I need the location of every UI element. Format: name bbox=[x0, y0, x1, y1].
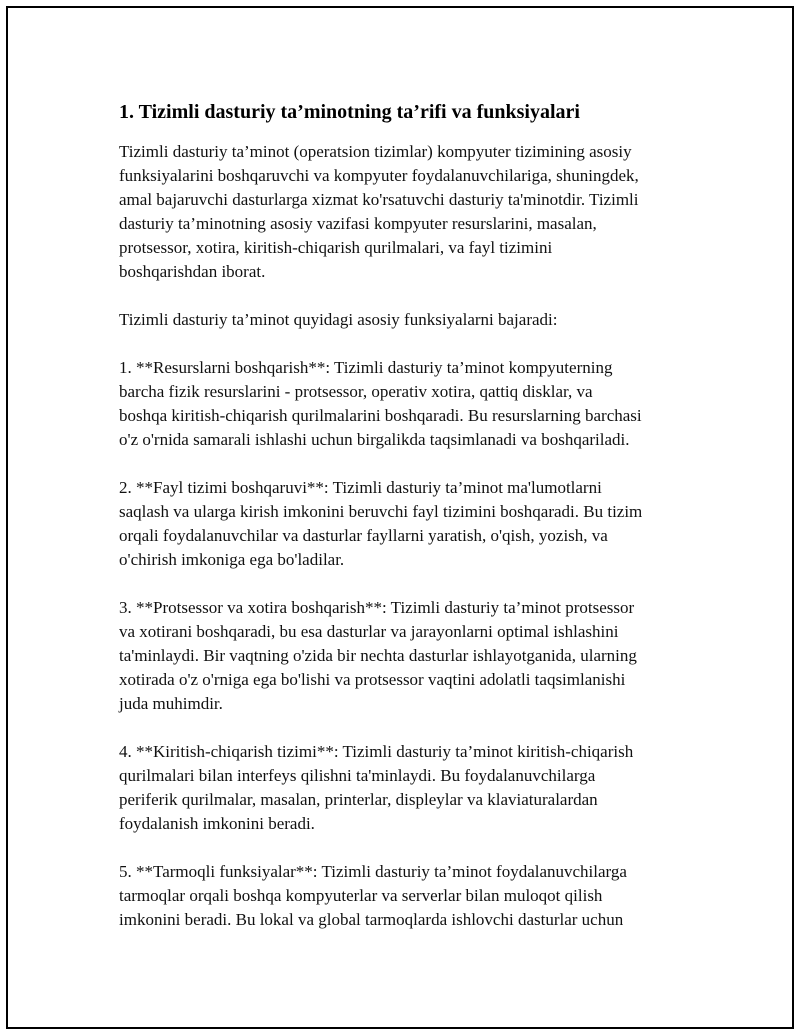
section-heading: 1. Tizimli dasturiy ta’minotning ta’rifi va funksiyalari bbox=[119, 101, 580, 123]
document-page bbox=[6, 6, 794, 1029]
function-item-1: 1. **Resurslarni boshqarish**: Tizimli dasturiy ta’minot kompyuterning barcha fizik resurslarini - protsessor, operativ xotira, qattiq disklar, va boshqa kiritish-chiqarish qurilmalarini boshqaradi. Bu resurslarning barchasi o'z o'rnida samarali ishlashi uchun birgalikda taqsimlanadi va boshqariladi. bbox=[119, 358, 642, 449]
function-item-3: 3. **Protsessor va xotira boshqarish**: Tizimli dasturiy ta’minot protsessor va xotirani boshqaradi, bu esa dasturlar va jarayonlarni optimal ishlashini ta'minlaydi. Bir vaqtning o'zida bir nechta dasturlar ishlayotganida, ularning xotirada o'z o'rniga ega bo'lishi va protsessor vaqtini adolatli taqsimlanishi juda muhimdir. bbox=[119, 598, 637, 713]
function-item-4: 4. **Kiritish-chiqarish tizimi**: Tizimli dasturiy ta’minot kiritish-chiqarish qurilmalari bilan interfeys qilishni ta'minlaydi. Bu foydalanuvchilarga periferik qurilmalar, masalan, printerlar, displeylar va klaviaturalardan foydalanish imkonini beradi. bbox=[119, 742, 634, 833]
intro-paragraph: Tizimli dasturiy ta’minot (operatsion tizimlar) kompyuter tizimining asosiy funksiyalarini boshqaruvchi va kompyuter foydalanuvchilariga, shuningdek, amal bajaruvchi dasturlarga xizmat ko'rsatuvchi dasturiy ta'minotdir. Tizimli dasturiy ta’minotning asosiy vazifasi kompyuter resurslarini, masalan, protsessor, xotira, kiritish-chiqarish qurilmalari, va fayl tizimini boshqarishdan iborat. bbox=[119, 142, 639, 281]
function-item-2: 2. **Fayl tizimi boshqaruvi**: Tizimli dasturiy ta’minot ma'lumotlarni saqlash va ularga kirish imkonini beruvchi fayl tizimini boshqaradi. Bu tizim orqali foydalanuvchilar va dasturlar fayllarni yaratish, o'qish, yozish, va o'chirish imkoniga ega bo'ladilar. bbox=[119, 478, 643, 569]
functions-intro-paragraph: Tizimli dasturiy ta’minot quyidagi asosiy funksiyalarni bajaradi: bbox=[119, 310, 558, 329]
document-content bbox=[119, 98, 694, 956]
function-item-5: 5. **Tarmoqli funksiyalar**: Tizimli dasturiy ta’minot foydalanuvchilarga tarmoqlar orqali boshqa kompyuterlar va serverlar bilan muloqot qilish imkonini beradi. Bu lokal va global tarmoqlarda ishlovchi dasturlar uchun bbox=[119, 862, 627, 929]
